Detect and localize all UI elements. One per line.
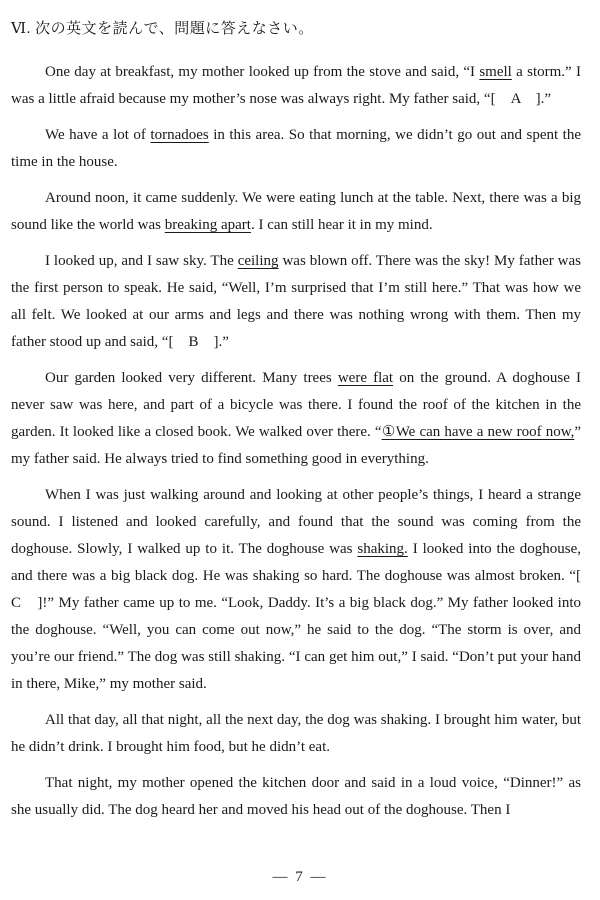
text-run: Around noon, it came suddenly. We were eating lunch at the table. Next, there was a big sound like the world was bbox=[11, 190, 581, 233]
text-run: I looked up, and I saw sky. The bbox=[45, 253, 238, 269]
underlined-term: breaking apart bbox=[164, 217, 251, 233]
passage-paragraph bbox=[11, 122, 581, 176]
text-run: a storm.” I was a little afraid because my mother’s nose was always right. My father said, “[ A ].” bbox=[11, 64, 581, 107]
text-run: ” my father said. He always tried to find something good in everything. bbox=[11, 424, 581, 467]
passage-paragraph bbox=[11, 59, 581, 113]
underlined-term: ceiling bbox=[237, 253, 279, 269]
text-run: That night, my mother opened the kitchen door and said in a loud voice, “Dinner!” as she usually did. The dog heard her and moved his head out of the doghouse. Then I bbox=[11, 775, 581, 818]
text-run: One day at breakfast, my mother looked up from the stove and said, “I bbox=[45, 64, 480, 80]
underlined-term: tornadoes bbox=[150, 127, 209, 143]
text-run: on the ground. A doghouse I never saw was here, and part of a bicycle was there. I found the roof of the kitchen in the garden. It looked like a closed book. We walked over there. “ bbox=[11, 370, 581, 440]
text-run: When I was just walking around and looking at other people’s things, I heard a strange sound. I listened and looked carefully, and found that the sound was coming from the doghouse. Slowly, I walked up to it. The doghouse was bbox=[11, 487, 581, 557]
underlined-term: shaking. bbox=[357, 541, 408, 557]
passage-paragraph bbox=[11, 770, 581, 824]
text-run: I looked into the doghouse, and there was a big black dog. He was shaking so hard. The doghouse was almost broken. “[ C ]!” My father came up to me. “Look, Daddy. It’s a big black dog.” My father looked into the doghouse. “Well, you can come out now,” he said to the dog. “The storm is over, and you’re our friend.” The dog was still shaking. “I can get him out,” I said. “Don’t put your hand in there, Mike,” my mother said. bbox=[11, 541, 597, 692]
text-run: All that day, all that night, all the next day, the dog was shaking. I brought him water, but he didn’t drink. I brought him food, but he didn’t eat. bbox=[11, 712, 581, 755]
passage-body bbox=[11, 59, 597, 824]
passage-paragraph bbox=[11, 365, 581, 473]
page-number: — 7 — bbox=[272, 869, 328, 885]
passage-paragraph bbox=[11, 248, 581, 356]
question-heading: Ⅵ. 次の英文を読んで、問題に答えなさい。 bbox=[11, 21, 314, 37]
text-run: Our garden looked very different. Many trees bbox=[45, 370, 338, 386]
underlined-term: were flat bbox=[337, 370, 394, 386]
underlined-term: smell bbox=[479, 64, 512, 80]
text-run: . I can still hear it in my mind. bbox=[250, 217, 433, 233]
underlined-term: ①We can have a new roof now, bbox=[381, 424, 575, 440]
passage-paragraph bbox=[11, 707, 581, 761]
passage-paragraph bbox=[11, 482, 597, 698]
passage-paragraph bbox=[11, 185, 581, 239]
text-run: was blown off. There was the sky! My father was the first person to speak. He said, “Well, I’m surprised that I’m still here.” That was how we all felt. We looked at our arms and legs and there was nothing wrong with them. Then my father stood up and said, “[ B ].” bbox=[11, 253, 582, 350]
text-run: We have a lot of bbox=[45, 127, 151, 143]
text-run: in this area. So that morning, we didn’t go out and spent the time in the house. bbox=[11, 127, 582, 170]
